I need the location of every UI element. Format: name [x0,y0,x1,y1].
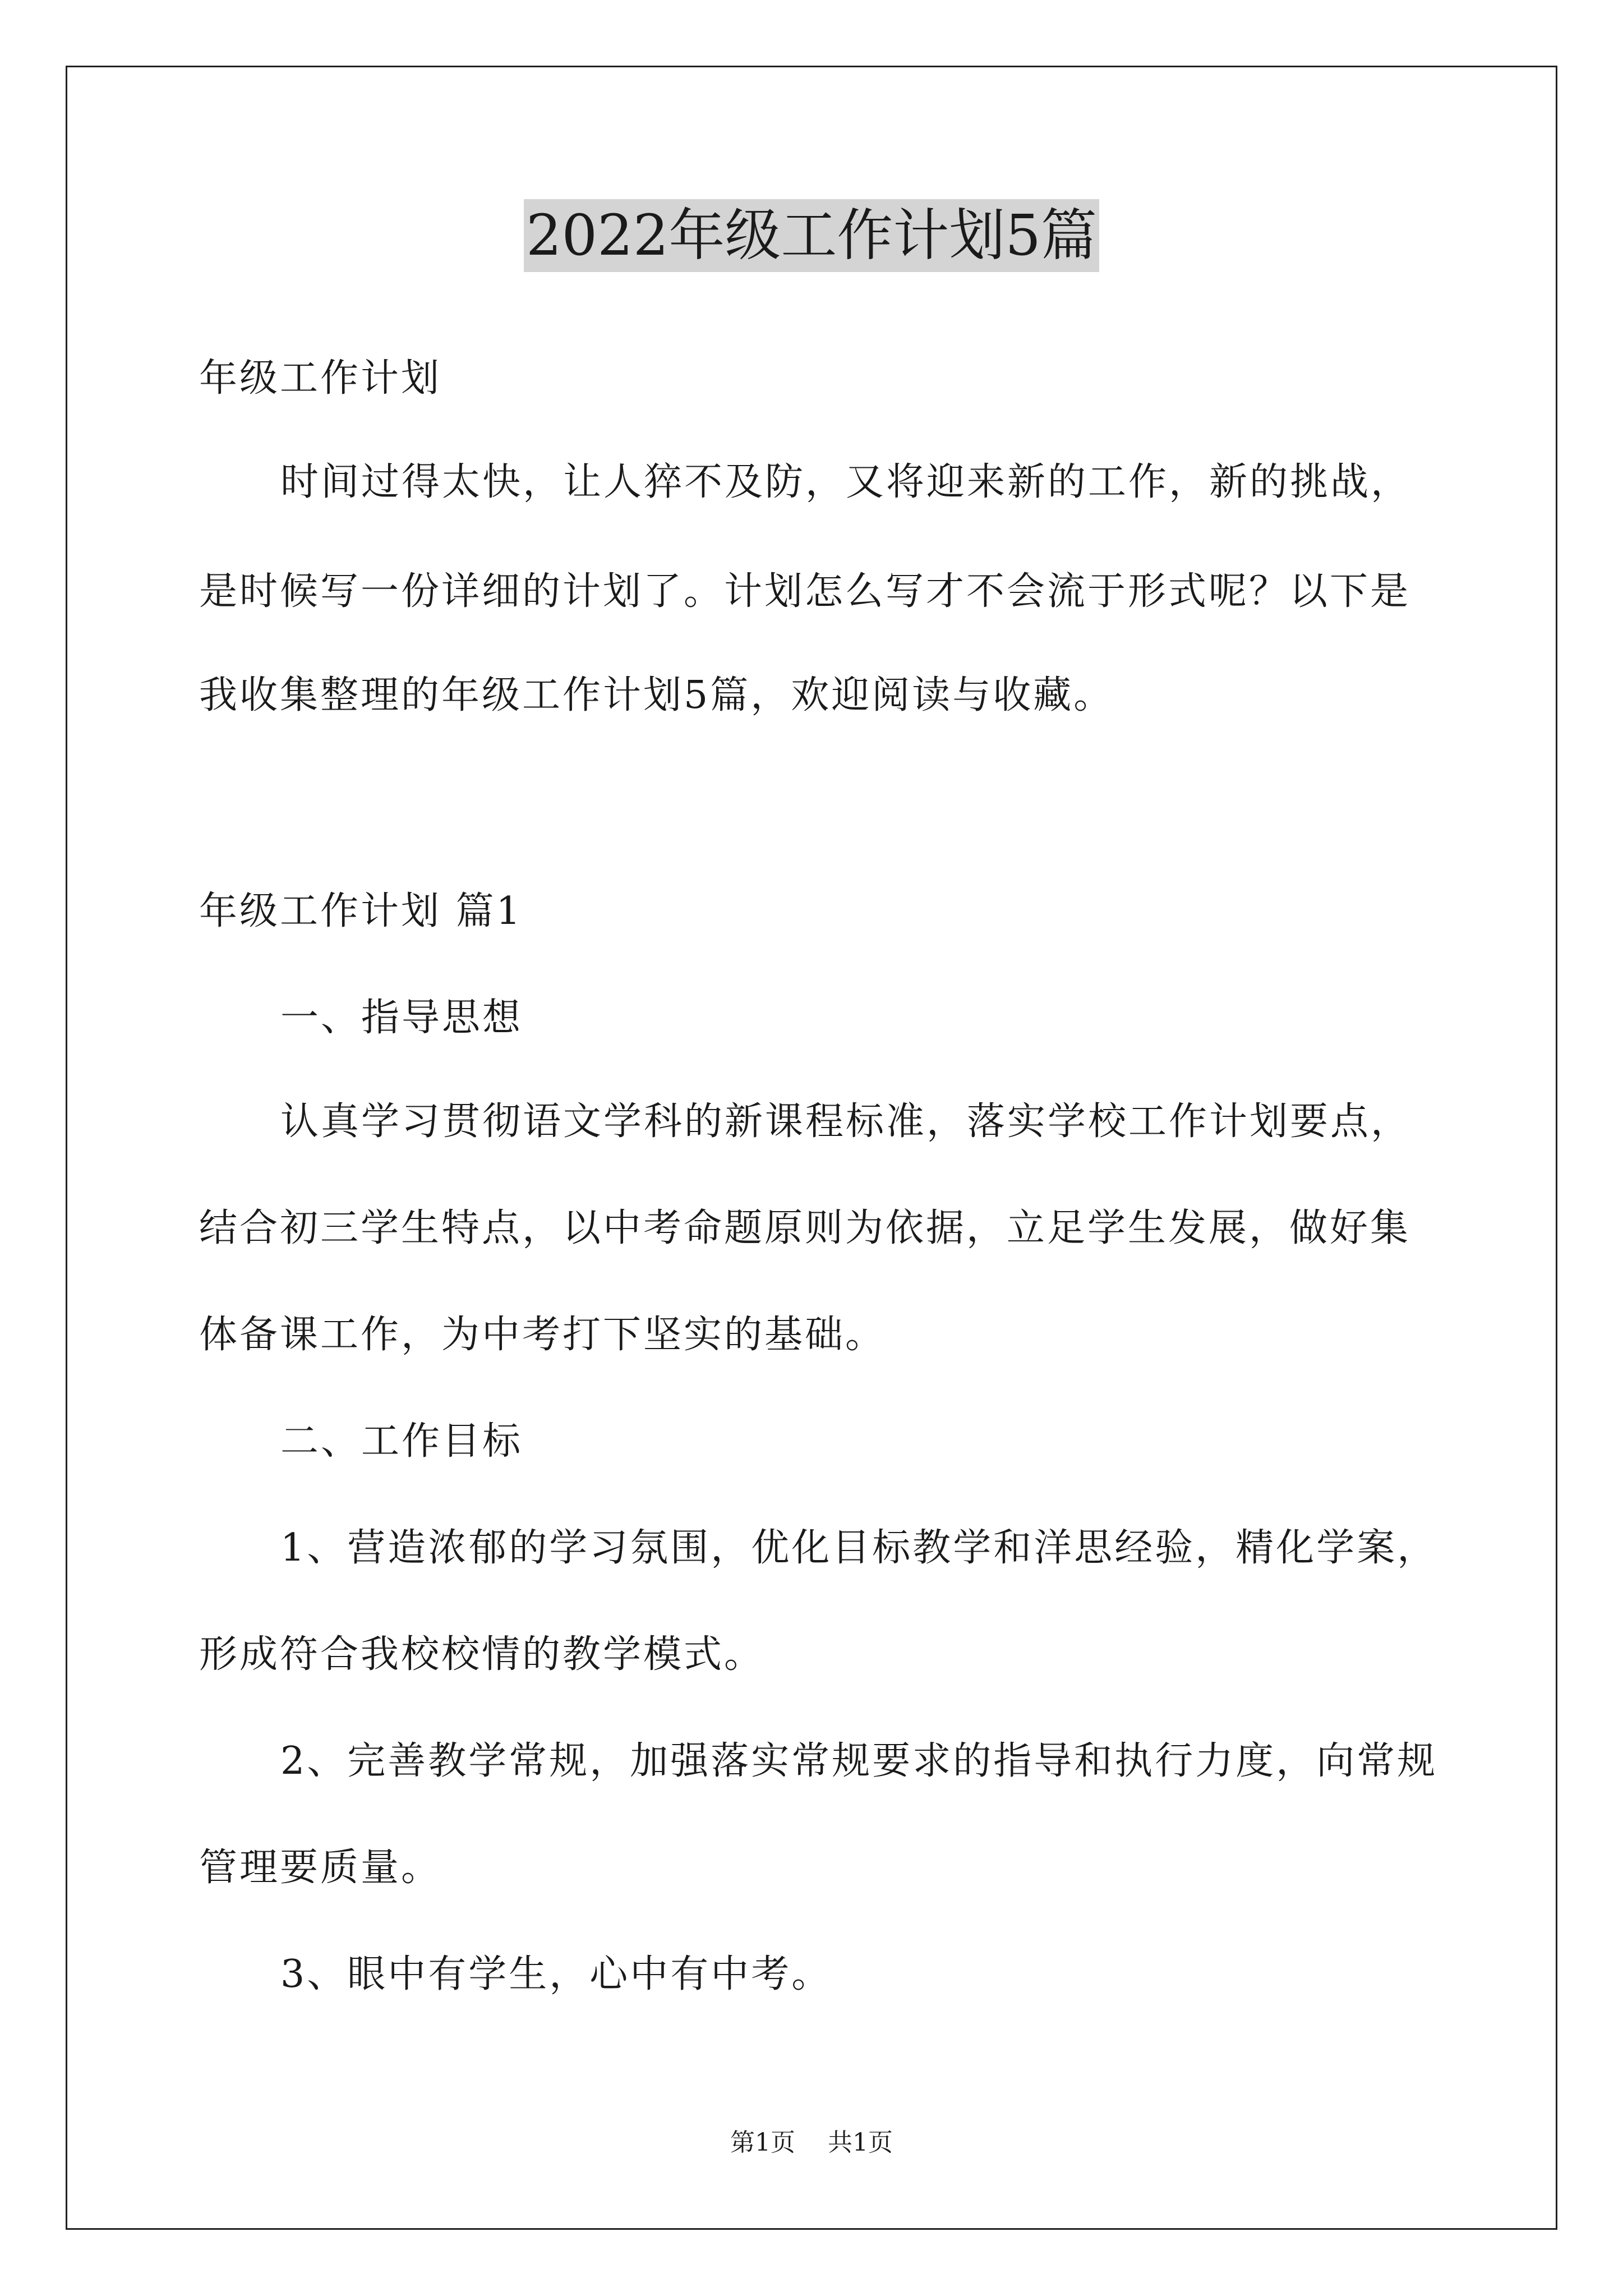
paragraph-line: 管理要质量。 [199,1846,442,1890]
section-heading: 年级工作计划 [199,356,442,401]
paragraph-line: 体备课工作，为中考打下坚实的基础。 [199,1313,886,1357]
subheading: 一、指导思想 [280,996,523,1040]
paragraph-line: 形成符合我校校情的教学模式。 [199,1632,765,1677]
paragraph-line: 认真学习贯彻语文学科的新课程标准，落实学校工作计划要点， [280,1099,1412,1144]
paragraph-line: 是时候写一份详细的计划了。计划怎么写才不会流于形式呢？以下是 [199,569,1411,614]
paragraph-line: 我收集整理的年级工作计划5篇，欢迎阅读与收藏。 [199,673,1114,717]
document-title: 2022年级工作计划5篇 [524,199,1099,272]
section-heading: 年级工作计划 篇1 [199,889,523,933]
paragraph-line: 1、营造浓郁的学习氛围，优化目标教学和洋思经验，精化学案， [280,1526,1438,1570]
page-footer [0,2126,1623,2160]
paragraph-line: 2、完善教学常规，加强落实常规要求的指导和执行力度，向常规 [280,1739,1438,1783]
page-number-current: 第1页 [730,2128,795,2157]
paragraph-line: 3、眼中有学生，心中有中考。 [280,1952,832,1996]
paragraph-line: 结合初三学生特点，以中考命题原则为依据，立足学生发展，做好集 [199,1206,1411,1250]
paragraph-line: 时间过得太快，让人猝不及防，又将迎来新的工作，新的挑战， [280,460,1412,504]
page-number-total: 共1页 [828,2128,893,2157]
subheading: 二、工作目标 [280,1419,523,1464]
title-container [0,199,1623,272]
